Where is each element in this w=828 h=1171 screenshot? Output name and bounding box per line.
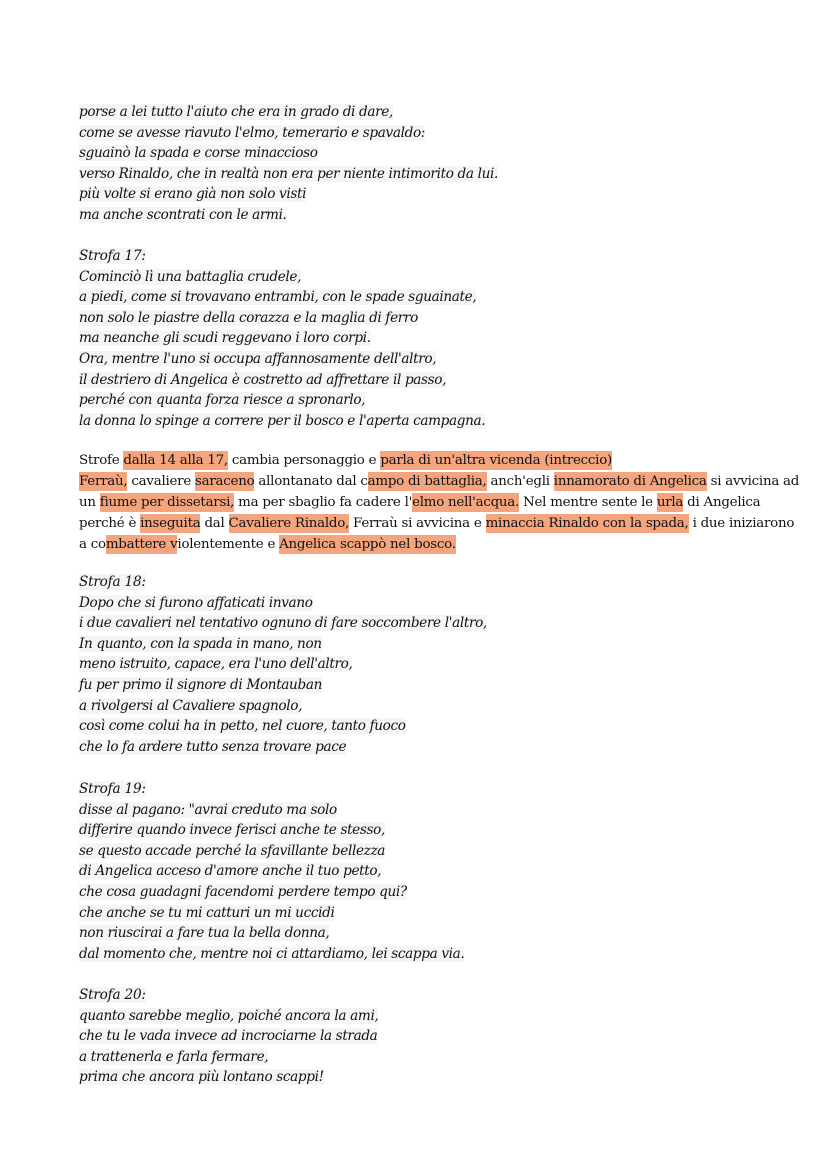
verse-line: che tu le vada invece ad incrociarne la strada: [79, 1028, 378, 1045]
verse-line: Cominciò lì una battaglia crudele,: [79, 268, 302, 285]
intro-verses: [79, 102, 759, 226]
verse-line: a trattenerla e farla fermare,: [79, 1048, 269, 1065]
highlight: Cavaliere Rinaldo,: [228, 516, 350, 531]
verse-line: Ora, mentre l'uno si occupa affannosamente dell'altro,: [79, 350, 437, 367]
highlight: minaccia Rinaldo con la spada,: [485, 516, 689, 531]
verse-line: se questo accade perché la sfavillante bellezza: [79, 842, 386, 859]
verse-line: verso Rinaldo, che in realtà non era per niente intimorito da lui.: [79, 165, 498, 182]
verse-line: dal momento che, mentre noi ci attardiamo, lei scappa via.: [79, 945, 465, 962]
verse-line: non solo le piastre della corazza e la maglia di ferro: [79, 309, 418, 326]
strofa-17: [79, 246, 759, 431]
verse-line: così come colui ha in petto, nel cuore, tanto fuoco: [79, 718, 406, 735]
verse-line: che lo fa ardere tutto senza trovare pace: [79, 738, 347, 755]
verse-line: di Angelica acceso d'amore anche il tuo petto,: [79, 863, 382, 880]
highlight: elmo nell'acqua.: [412, 495, 520, 510]
prose-line: Strofe dalla 14 alla 17, cambia personaggio e parla di un'altra vicenda (intreccio): [79, 453, 612, 468]
verse-line: come se avesse riavuto l'elmo, temerario e spavaldo:: [79, 124, 426, 141]
prose-line: Ferraù, cavaliere saraceno allontanato dal campo di battaglia, anch'egli innamorato di Angelica si avvicina ad: [79, 474, 800, 489]
verse-line: perché con quanta forza riesce a spronarlo,: [79, 392, 366, 409]
verse-line: ma neanche gli scudi reggevano i loro corpi.: [79, 330, 371, 347]
verse-line: i due cavalieri nel tentativo ognuno di fare soccombere l'altro,: [79, 615, 487, 632]
highlight: innamorato di Angelica: [553, 474, 707, 489]
verse-line: a piedi, come si trovavano entrambi, con le spade sguainate,: [79, 289, 477, 306]
verse-line: differire quando invece ferisci anche te stesso,: [79, 822, 385, 839]
verse-line: che anche se tu mi catturi un mi uccidi: [79, 904, 335, 921]
verse-line: disse al pagano: "avrai creduto ma solo: [79, 801, 337, 818]
prose-line: un fiume per dissetarsi, ma per sbaglio fa cadere l'elmo nell'acqua. Nel mentre sente le urla di Angelica: [79, 495, 761, 510]
highlight: mbattere v: [105, 537, 178, 552]
highlight: Angelica scappò nel bosco.: [279, 537, 456, 552]
verse-line: quanto sarebbe meglio, poiché ancora la ami,: [79, 1007, 379, 1024]
highlight: inseguita: [140, 516, 201, 531]
verse-line: fu per primo il signore di Montauban: [79, 676, 322, 693]
verse-line: sguainò la spada e corse minaccioso: [79, 145, 318, 162]
verse-line: meno istruito, capace, era l'uno dell'altro,: [79, 656, 353, 673]
prose-line: perché è inseguita dal Cavaliere Rinaldo, Ferraù si avvicina e minaccia Rinaldo con la spada, i due iniziarono: [79, 516, 795, 531]
verse-line: prima che ancora più lontano scappi!: [79, 1069, 324, 1086]
highlight: dalla 14 alla 17,: [123, 453, 228, 468]
highlight: Ferraù,: [79, 474, 128, 489]
strofa-title: Strofa 17:: [79, 248, 146, 264]
verse-line: Dopo che si furono affaticati invano: [79, 594, 313, 611]
strofa-title: Strofa 20:: [79, 987, 146, 1003]
highlight: parla di un'altra vicenda (intreccio): [380, 453, 612, 468]
highlight: urla: [656, 495, 684, 510]
verse-line: che cosa guadagni facendomi perdere tempo qui?: [79, 883, 407, 900]
verse-line: In quanto, con la spada in mano, non: [79, 635, 322, 652]
verse-line: la donna lo spinge a correre per il bosco e l'aperta campagna.: [79, 412, 486, 429]
strofa-20: [79, 985, 759, 1088]
highlight: ampo di battaglia,: [367, 474, 487, 489]
strofa-19: [79, 779, 759, 964]
summary-paragraph: [79, 450, 800, 555]
verse-line: non riuscirai a fare tua la bella donna,: [79, 925, 330, 942]
verse-line: ma anche scontrati con le armi.: [79, 206, 287, 223]
prose-line: a combattere violentemente e Angelica scappò nel bosco.: [79, 537, 456, 552]
verse-line: il destriero di Angelica è costretto ad affrettare il passo,: [79, 371, 447, 388]
strofa-18: [79, 572, 759, 757]
strofa-title: Strofa 18:: [79, 574, 146, 590]
highlight: saraceno: [195, 474, 255, 489]
verse-line: a rivolgersi al Cavaliere spagnolo,: [79, 697, 303, 714]
verse-line: più volte si erano già non solo visti: [79, 186, 307, 203]
strofa-title: Strofa 19:: [79, 781, 146, 797]
highlight: fiume per dissetarsi,: [99, 495, 235, 510]
verse-line: porse a lei tutto l'aiuto che era in grado di dare,: [79, 104, 393, 120]
